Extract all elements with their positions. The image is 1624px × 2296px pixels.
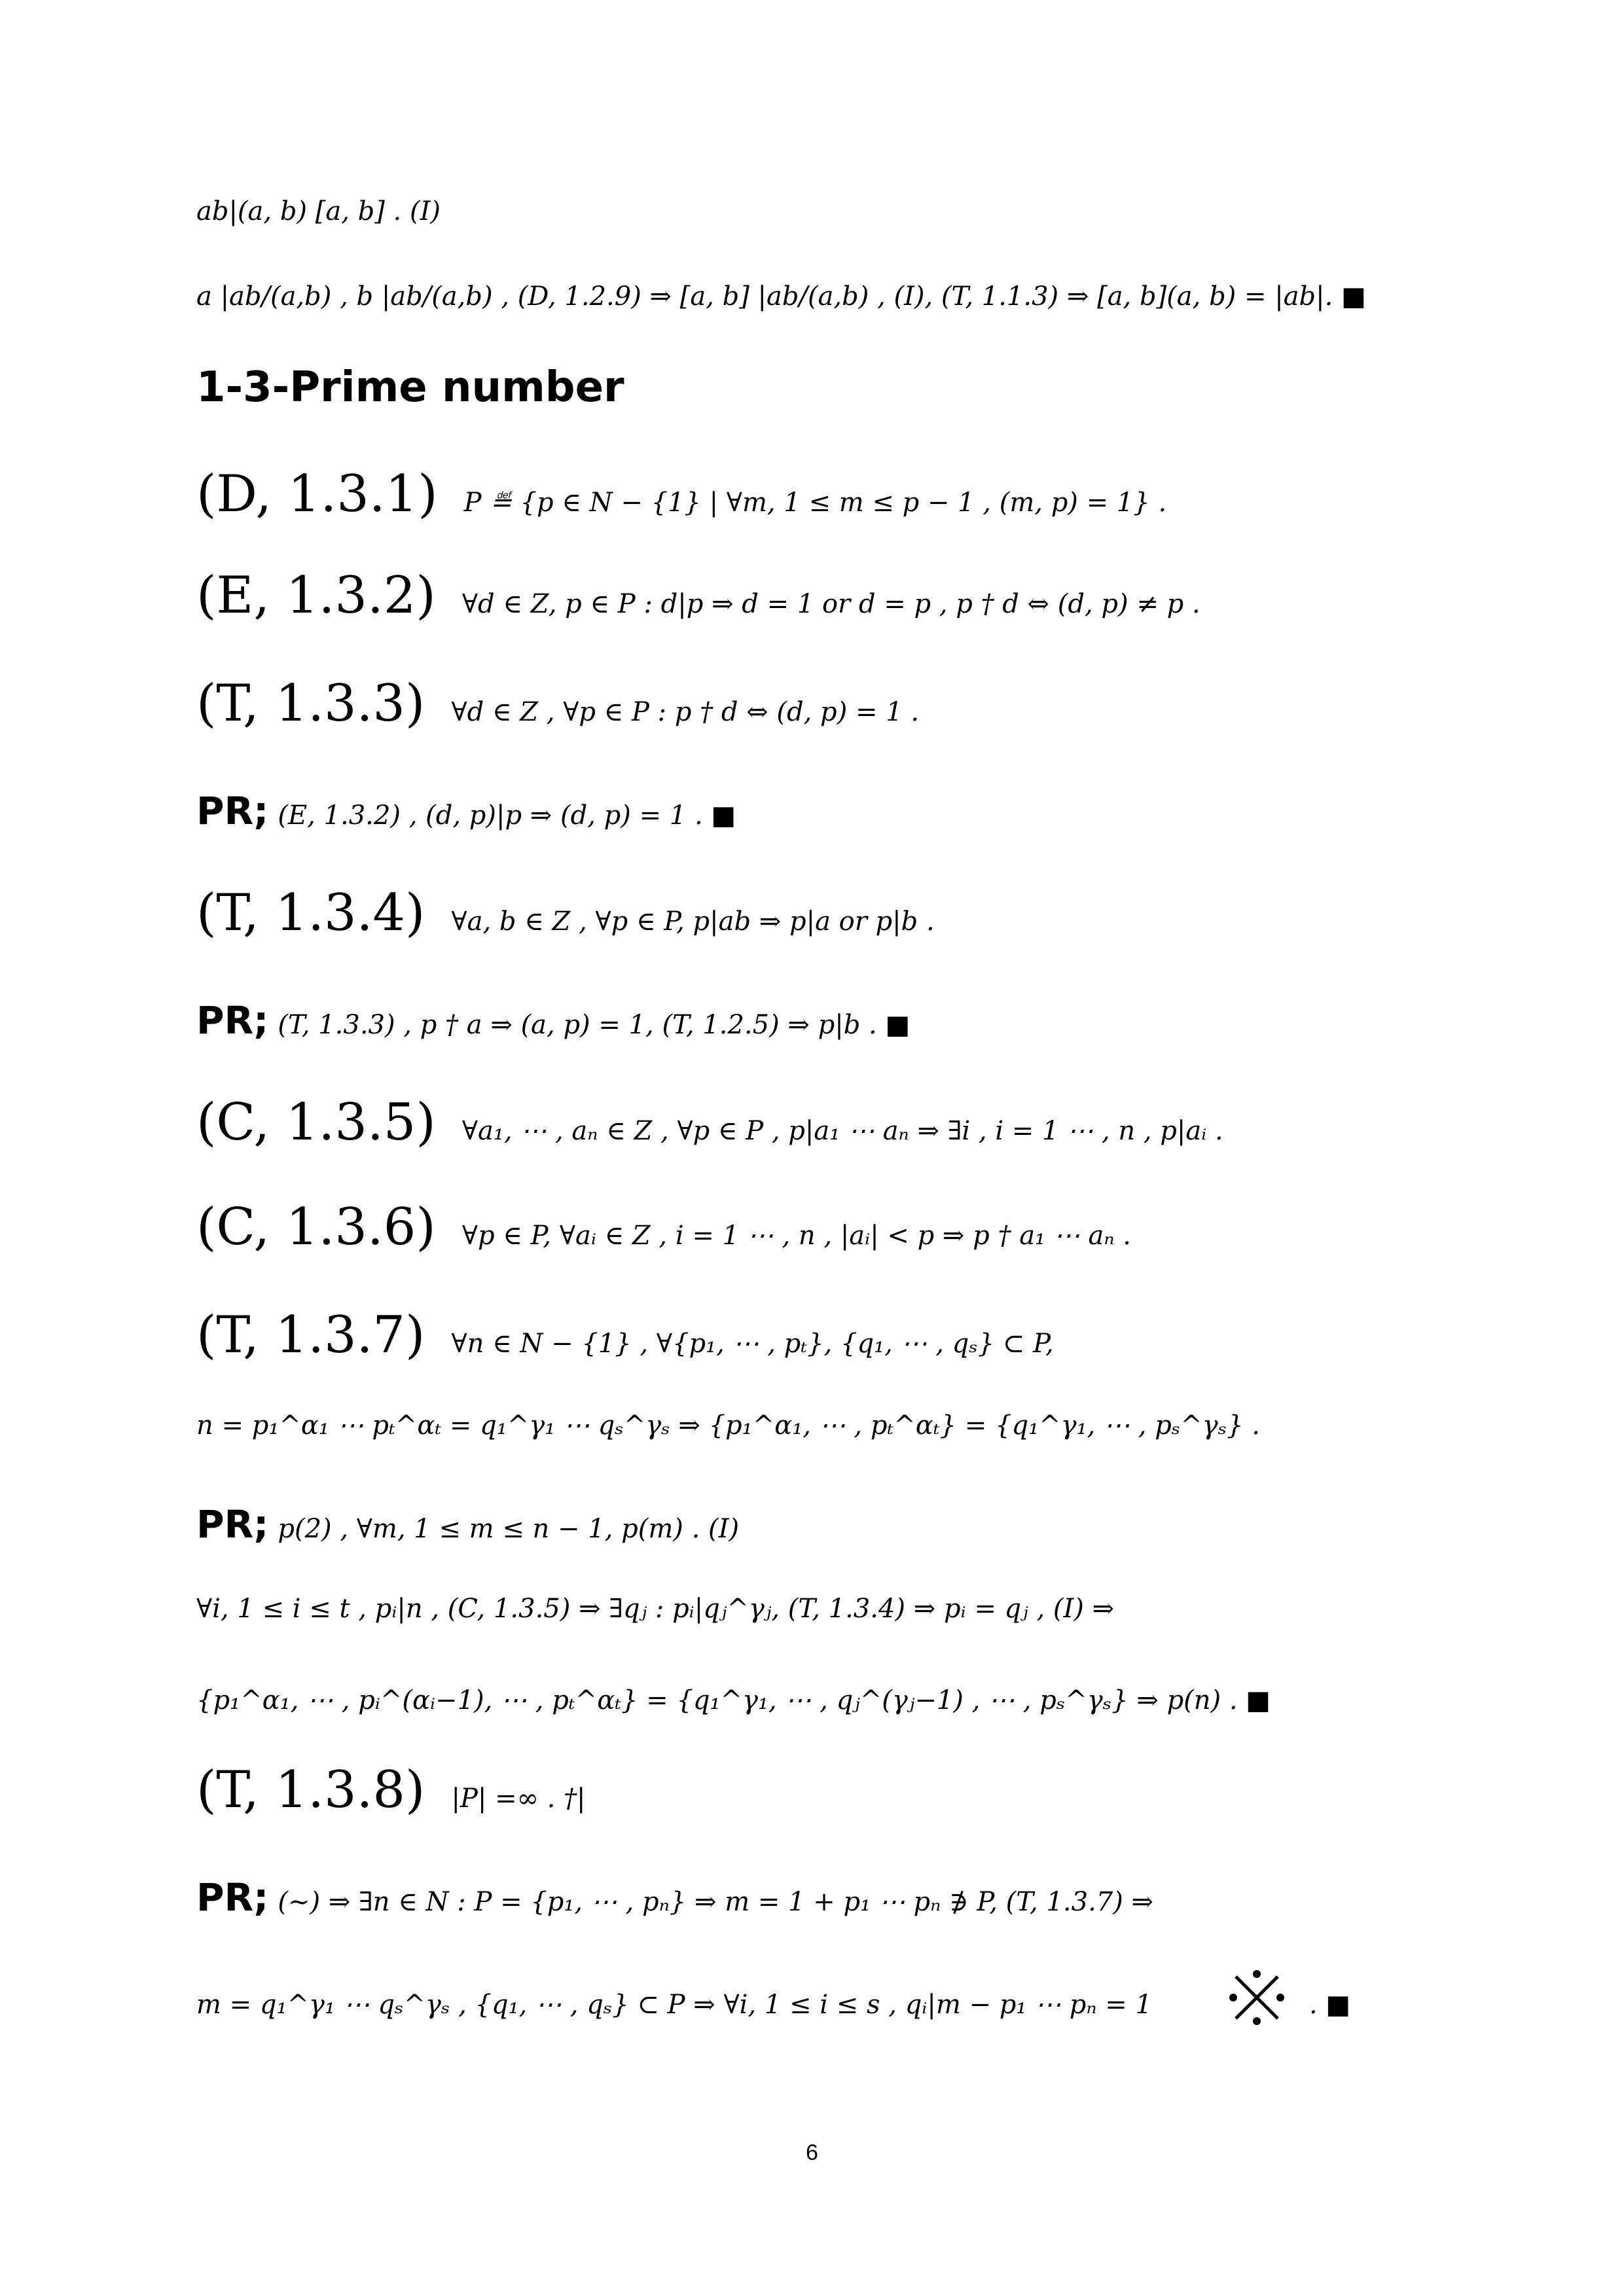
item-statement: |P| =∞ . †| xyxy=(451,1784,586,1814)
example-1-3-2 xyxy=(196,566,1200,625)
item-label: (T, 1.3.8) xyxy=(196,1761,425,1820)
proof-line xyxy=(196,1502,739,1547)
proof-line xyxy=(196,1875,1153,1920)
proof-statement: p(2) , ∀m, 1 ≤ m ≤ n − 1, p(m) . (I) xyxy=(278,1514,740,1544)
proof-line xyxy=(196,789,736,833)
equation-line: a |ab/(a,b) , b |ab/(a,b) , (D, 1.2.9) ⇒ [a, b] |ab/(a,b) , (I), (T, 1.1.3) ⇒ [a, b](a, b) = |ab|. ■ xyxy=(196,281,1366,312)
equation-line: ab|(a, b) [a, b] . (I) xyxy=(196,196,441,226)
item-statement: ∀d ∈ Z, p ∈ P : d|p ⇒ d = 1 or d = p , p † d ⇔ (d, p) ≠ p . xyxy=(461,589,1200,619)
equation-line: n = p₁^α₁ ⋯ pₜ^αₜ = q₁^γ₁ ⋯ qₛ^γₛ ⇒ {p₁^α₁, ⋯ , pₜ^αₜ} = {q₁^γ₁, ⋯ , pₛ^γₛ} . xyxy=(196,1410,1261,1441)
theorem-1-3-7 xyxy=(196,1306,1054,1365)
item-label: (C, 1.3.6) xyxy=(196,1198,436,1257)
item-label: (T, 1.3.3) xyxy=(196,674,425,733)
proof-line xyxy=(196,998,910,1043)
definition-1-3-1 xyxy=(196,465,1166,524)
item-statement: ∀p ∈ P, ∀aᵢ ∈ Z , i = 1 ⋯ , n , |aᵢ| < p ⇒ p † a₁ ⋯ aₙ . xyxy=(461,1221,1131,1251)
proof-statement: (~) ⇒ ∃n ∈ N : P = {p₁, ⋯ , pₙ} ⇒ m = 1 + p₁ ⋯ pₙ ∌ P, (T, 1.3.7) ⇒ xyxy=(278,1887,1154,1917)
section-heading: 1-3-Prime number xyxy=(196,363,624,412)
equation-line: m = q₁^γ₁ ⋯ qₛ^γₛ , {q₁, ⋯ , qₛ} ⊂ P ⇒ ∀i, 1 ≤ i ≤ s , qᵢ|m − p₁ ⋯ pₙ = 1 xyxy=(196,1990,1152,2020)
proof-statement: (E, 1.3.2) , (d, p)|p ⇒ (d, p) = 1 . ■ xyxy=(278,800,736,831)
proof-label: PR; xyxy=(196,1875,269,1920)
item-statement: ∀d ∈ Z , ∀p ∈ P : p † d ⇔ (d, p) = 1 . xyxy=(451,697,920,727)
corollary-1-3-5 xyxy=(196,1093,1223,1152)
contradiction-icon xyxy=(1224,1964,1290,2047)
proof-label: PR; xyxy=(196,998,269,1043)
proof-label: PR; xyxy=(196,1502,269,1547)
item-statement: P ≝ {p ∈ N − {1} | ∀m, 1 ≤ m ≤ p − 1 , (m, p) = 1} . xyxy=(463,488,1167,518)
equation-line: ∀i, 1 ≤ i ≤ t , pᵢ|n , (C, 1.3.5) ⇒ ∃qⱼ : pᵢ|qⱼ^γⱼ, (T, 1.3.4) ⇒ pᵢ = qⱼ , (I) ⇒ xyxy=(196,1594,1115,1624)
item-statement: ∀a, b ∈ Z , ∀p ∈ P, p|ab ⇒ p|a or p|b . xyxy=(451,906,935,937)
page-number: 6 xyxy=(806,2140,818,2165)
item-label: (C, 1.3.5) xyxy=(196,1093,436,1152)
theorem-1-3-3 xyxy=(196,674,919,733)
item-label: (T, 1.3.4) xyxy=(196,884,425,942)
theorem-1-3-8 xyxy=(196,1761,586,1820)
proof-statement: (T, 1.3.3) , p † a ⇒ (a, p) = 1, (T, 1.2.5) ⇒ p|b . ■ xyxy=(278,1010,911,1040)
item-statement: ∀a₁, ⋯ , aₙ ∈ Z , ∀p ∈ P , p|a₁ ⋯ aₙ ⇒ ∃i , i = 1 ⋯ , n , p|aᵢ . xyxy=(461,1116,1223,1146)
item-label: (D, 1.3.1) xyxy=(196,465,438,524)
theorem-1-3-4 xyxy=(196,884,935,942)
item-label: (T, 1.3.7) xyxy=(196,1306,425,1365)
item-label: (E, 1.3.2) xyxy=(196,566,436,625)
contradiction-symbol-icon xyxy=(1224,1965,1290,2030)
equation-line: {p₁^α₁, ⋯ , pᵢ^(αᵢ−1), ⋯ , pₜ^αₜ} = {q₁^γ₁, ⋯ , qⱼ^(γⱼ−1) , ⋯ , pₛ^γₛ} ⇒ p(n) . ■ xyxy=(196,1685,1271,1715)
proof-label: PR; xyxy=(196,789,269,833)
end-of-proof-mark: . ■ xyxy=(1309,1990,1351,2020)
corollary-1-3-6 xyxy=(196,1198,1131,1257)
item-statement: ∀n ∈ N − {1} , ∀{p₁, ⋯ , pₜ}, {q₁, ⋯ , qₛ} ⊂ P, xyxy=(451,1329,1054,1359)
